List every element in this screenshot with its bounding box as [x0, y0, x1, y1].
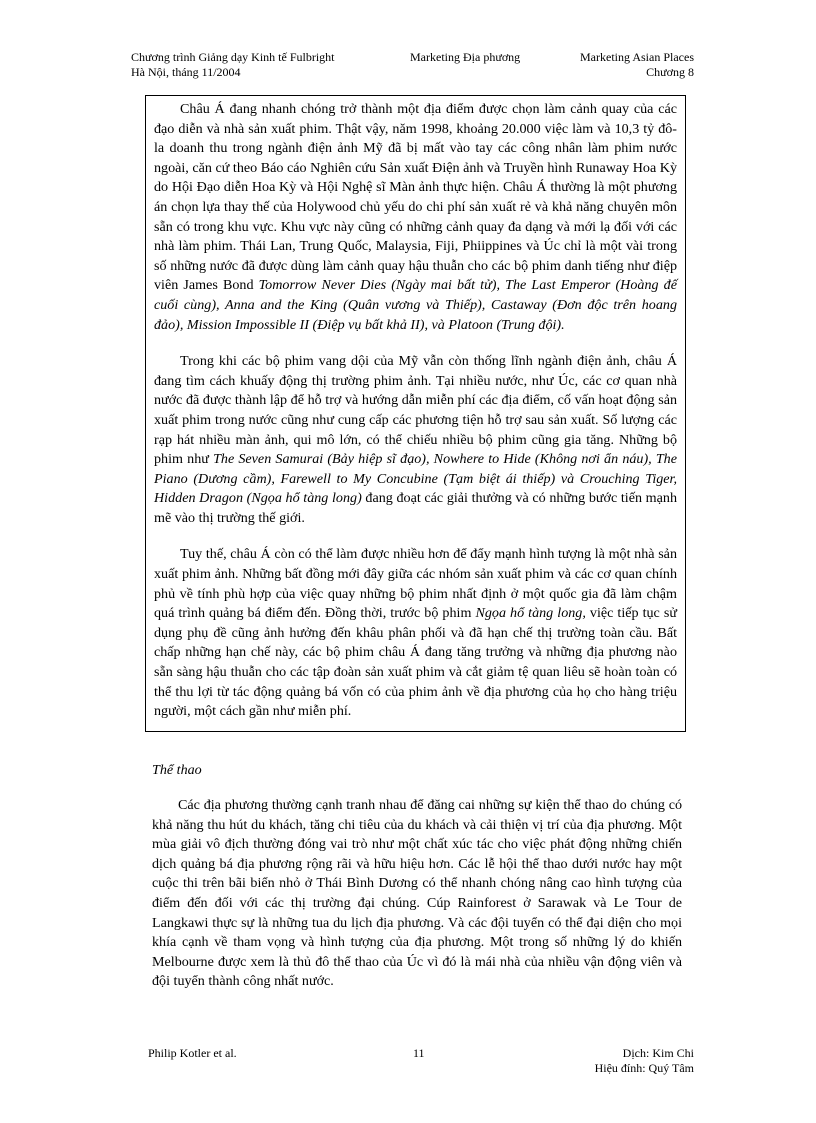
- box-p3-film-title: Ngọa hổ tàng long,: [475, 605, 586, 622]
- section-paragraph: Các địa phương thường cạnh tranh nhau để đăng cai những sự kiện thể thao do chúng có khả năng thu hút du khách, tăng chi tiêu của du khách và cải thiện vị trí của địa phương. Một mùa giải vô địch thường đóng vai trò như một chất xúc tác cho việc phát động những chiến dịch quảng bá địa phương rộng rãi và hữu hiệu hơn. Các lễ hội thể thao dưới nước hay một cuộc thi trên bãi biển nhỏ ở Thái Bình Dương có thể nhanh chóng nâng cao hình tượng của điểm đến đối với các thị trường đại chúng. Cúp Rainforest ở Sarawak và Le Tour de Langkawi thực sự là những tua du lịch địa phương. Và các đội tuyển có thể đại diện cho mọi khía cạnh về tham vọng và hình tượng của địa phương. Một trong số những lý do khiến Melbourne được xem là thủ đô thể thao của Úc vì đó là mái nhà của nhiều vận động viên và đội tuyển thành công nhất nước.: [152, 797, 682, 990]
- box-p2-text-1: Trong khi các bộ phim vang dội của Mỹ vẫn còn thống lĩnh ngành điện ảnh, châu Á đang tìm cách khuấy động thị trường phim ảnh. Tại nhiều nước, như Úc, các cơ quan nhà nước đã được thành lập để hỗ trợ và hướng dẫn miễn phí các địa điểm, cố vấn hoạt động sản xuất phim trong nước cũng như cung cấp các phương tiện hỗ trợ sau sản xuất. Số lượng các rạp hát nhiều màn ảnh, qui mô lớn, có thể chiếu nhiều bộ phim cũng gia tăng. Những bộ phim như: [154, 353, 677, 468]
- box-p3-text-2: việc tiếp tục sử dụng phụ đề cũng ảnh hưởng đến khâu phân phối và đã hạn chế thị trường toàn cầu. Bất chấp những hạn chế này, các bộ phim châu Á đang tăng trưởng và những địa phương nào sẵn sàng hậu thuẫn cho các tập đoàn sản xuất phim và cắt giảm tệ quan liêu sẽ hoàn toàn có thể thu lợi từ tác động quảng bá vốn có của phim ảnh về địa phương của họ cho hàng triệu người, một cách gần như miễn phí.: [154, 605, 677, 720]
- header-right: [580, 50, 694, 80]
- editor-credit: Hiệu đính: Quý Tâm: [594, 1061, 694, 1075]
- section-title: Thể thao: [152, 762, 202, 778]
- chapter-label: Chương 8: [646, 65, 694, 79]
- section-body: [152, 796, 682, 992]
- box-p3-text-1: Tuy thế, châu Á còn có thể làm được nhiều hơn để đẩy mạnh hình tượng là một nhà sản xuất phim ảnh. Những bất đồng mới đây giữa các nhóm sản xuất phim và các cơ quan chính phủ về tính phù hợp của việc quay những bộ phim nhất định ở một quốc gia đã làm chậm quá trình quảng bá điểm đến. Đồng thời, trước bộ phim: [154, 546, 677, 622]
- box-paragraph-2: [154, 352, 677, 528]
- case-study-box: [145, 95, 686, 732]
- translator-credit: Dịch: Kim Chi: [622, 1046, 694, 1060]
- box-p1-text: Châu Á đang nhanh chóng trở thành một địa điểm được chọn làm cảnh quay của các đạo diễn và nhà sản xuất phim. Thật vậy, năm 1998, khoảng 20.000 việc làm và 10,3 tỷ đô-la doanh thu trong ngành điện ảnh Mỹ đã bị mất vào tay các công nhân làm phim nước ngoài, căn cứ theo Báo cáo Nghiên cứu Sản xuất Điện ảnh và Truyền hình Runaway Hoa Kỳ do Hội Đạo diễn Hoa Kỳ và Hội Nghệ sĩ Màn ảnh thực hiện. Châu Á thường là một phương án chọn lựa thay thế của Holywood chủ yếu do chi phí sản xuất rẻ và khả năng chuyên môn sẵn có trong khu vực. Khu vực này cũng có những cảnh quay đa dạng và mới lạ đối với các nhà làm phim. Thái Lan, Trung Quốc, Malaysia, Fiji, Phiippines và Úc chỉ là một vài trong số những nước đã được dùng làm cảnh quay hậu thuẫn cho các bộ phim danh tiếng như điệp viên James Bond: [154, 101, 677, 294]
- program-name: Chương trình Giảng dạy Kinh tế Fulbright: [131, 50, 335, 64]
- footer-author: Philip Kotler et al.: [148, 1046, 237, 1060]
- header-title-vi: Marketing Địa phương: [410, 50, 521, 64]
- box-paragraph-3: [154, 545, 677, 721]
- box-p2-text-2: đang đoạt các giải thưởng và có những bước tiến mạnh mẽ vào thị trường thế giới.: [154, 490, 677, 526]
- header-left: [131, 50, 335, 80]
- box-paragraph-1: [154, 100, 677, 335]
- box-p2-film-titles: The Seven Samurai (Bảy hiệp sĩ đạo), Nowhere to Hide (Không nơi ẩn náu), The Piano (Dương cầm), Farewell to My Concubine (Tạm biệt ái thiếp) và Crouching Tiger, Hidden Dragon (Ngọa hổ tàng long): [154, 451, 677, 507]
- location-date: Hà Nội, tháng 11/2004: [131, 65, 241, 79]
- footer-credits: [595, 1046, 694, 1076]
- header-title-en: Marketing Asian Places: [580, 50, 694, 64]
- page-number: 11: [413, 1046, 425, 1060]
- box-p1-film-titles: Tomorrow Never Dies (Ngày mai bất tử), The Last Emperor (Hoàng đế cuối cùng), Anna and the King (Quân vương và Thiếp), Castaway (Đơn độc trên hoang đảo), Mission Impossible II (Điệp vụ bất khả II), và Platoon (Trung đội).: [154, 277, 677, 333]
